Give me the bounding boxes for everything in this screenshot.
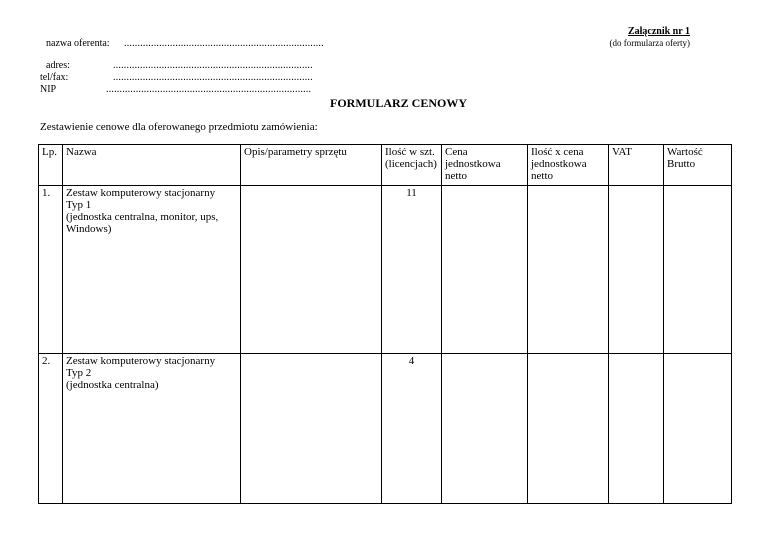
col-header-lp: Lp. <box>39 145 63 186</box>
cell-name: Zestaw komputerowy stacjonarny Typ 1 (jednostka centralna, monitor, ups, Windows) <box>63 186 241 354</box>
cell-unit-price[interactable] <box>442 354 528 504</box>
cell-name: Zestaw komputerowy stacjonarny Typ 2 (jednostka centralna) <box>63 354 241 504</box>
cell-vat[interactable] <box>609 354 664 504</box>
cell-lp: 1. <box>39 186 63 354</box>
nip-dots: ............................................................................ <box>106 84 312 95</box>
attachment-title: Załącznik nr 1 <box>627 26 690 37</box>
cell-quantity: 11 <box>382 186 442 354</box>
cell-total-net[interactable] <box>528 354 609 504</box>
cell-lp: 2. <box>39 354 63 504</box>
telfax-label: tel/fax: <box>40 72 69 83</box>
bidder-dots: .......................................................................... <box>124 38 324 49</box>
telfax-dots: .......................................................................... <box>113 72 313 83</box>
col-header-total-net: Ilość x cena jednostkowa netto <box>528 145 609 186</box>
col-header-description: Opis/parametry sprzętu <box>241 145 382 186</box>
col-header-gross: Wartość Brutto <box>664 145 732 186</box>
cell-quantity: 4 <box>382 354 442 504</box>
cell-vat[interactable] <box>609 186 664 354</box>
attachment-subtitle: (do formularza oferty) <box>609 38 690 48</box>
col-header-quantity: Ilość w szt. (licencjach) <box>382 145 442 186</box>
col-header-unit-price: Cena jednostkowa netto <box>442 145 528 186</box>
cell-gross[interactable] <box>664 186 732 354</box>
nip-label: NIP <box>40 84 57 95</box>
cell-description[interactable] <box>241 354 382 504</box>
table-row <box>39 354 732 504</box>
form-title: FORMULARZ CENOWY <box>330 96 467 110</box>
price-table <box>38 144 732 504</box>
col-header-vat: VAT <box>609 145 664 186</box>
cell-total-net[interactable] <box>528 186 609 354</box>
cell-unit-price[interactable] <box>442 186 528 354</box>
table-header-row <box>39 145 732 186</box>
address-dots: .......................................................................... <box>113 60 313 71</box>
cell-description[interactable] <box>241 186 382 354</box>
bidder-label: nazwa oferenta: <box>46 38 110 49</box>
address-label: adres: <box>46 60 70 71</box>
col-header-name: Nazwa <box>63 145 241 186</box>
cell-gross[interactable] <box>664 354 732 504</box>
intro-text: Zestawienie cenowe dla oferowanego przedmiotu zamówienia: <box>40 121 318 133</box>
table-row <box>39 186 732 354</box>
